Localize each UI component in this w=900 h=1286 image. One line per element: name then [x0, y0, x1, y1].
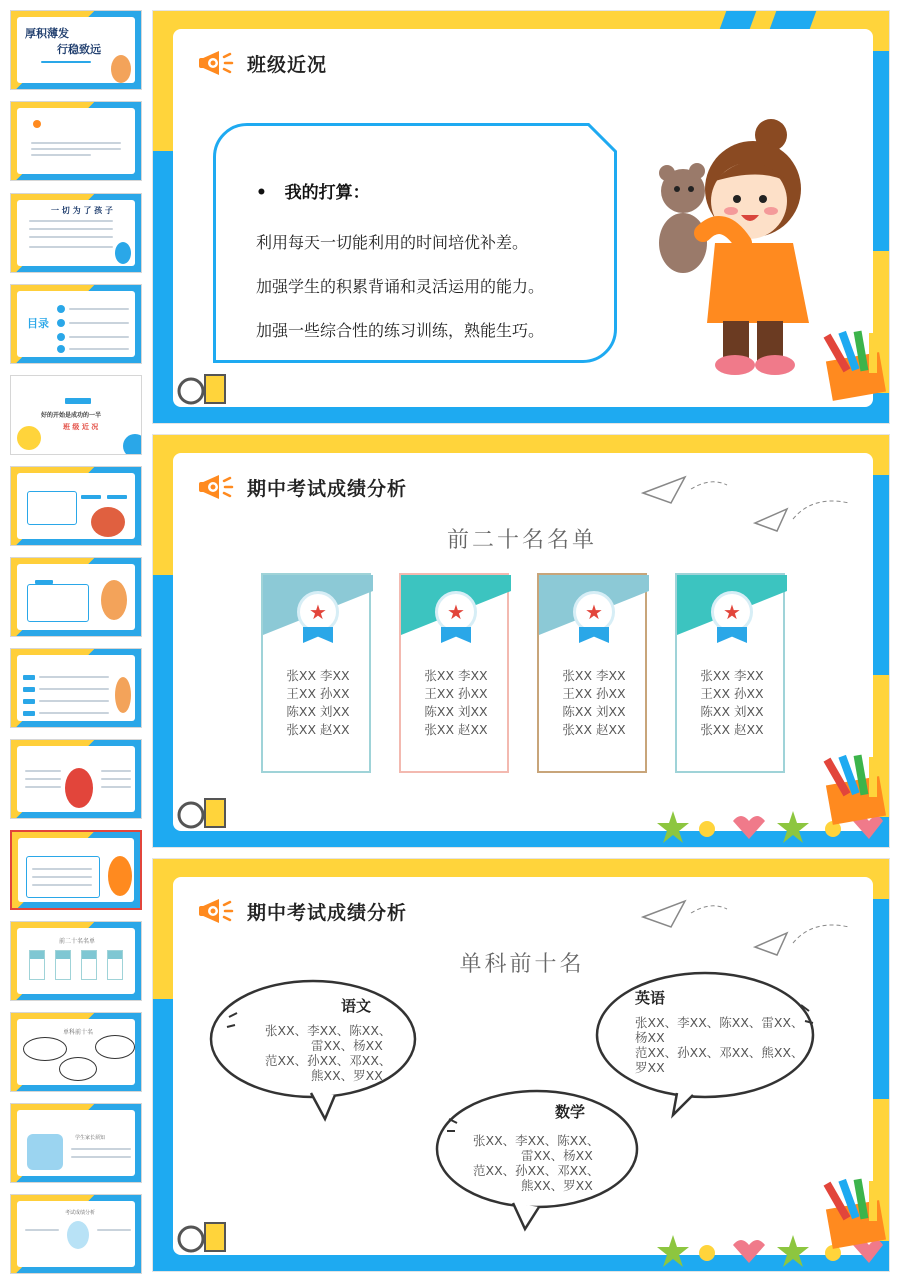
colored-pencils-icon — [823, 1175, 890, 1255]
thumb-title: 一 切 为 了 孩 子 — [51, 205, 113, 215]
subject-line: 熊XX、罗XX — [521, 1178, 593, 1193]
star-medal-icon: ★ — [711, 591, 753, 633]
rank-card — [399, 573, 509, 773]
star-medal-icon: ★ — [573, 591, 615, 633]
rank-card — [537, 573, 647, 773]
paper-plane-icon — [641, 897, 731, 937]
student-name-row: 张XX 李XX — [424, 668, 488, 683]
slide-title: 期中考试成绩分析 — [247, 902, 408, 924]
slide-thumbnail-11[interactable] — [10, 921, 142, 1001]
subject-line: 罗XX — [635, 1060, 665, 1075]
megaphone-icon — [197, 47, 237, 79]
slide-thumbnail-8[interactable] — [10, 648, 142, 728]
student-names — [677, 667, 787, 739]
student-name-row: 王XX 孙XX — [424, 686, 488, 701]
slide-title: 期中考试成绩分析 — [247, 478, 408, 500]
student-name-row: 陈XX 刘XX — [286, 704, 350, 719]
student-name-row: 张XX 赵XX — [562, 722, 626, 737]
plan-line-2: 加强学生的积累背诵和灵活运用的能力。 — [256, 277, 545, 296]
subject-line: 熊XX、罗XX — [311, 1068, 383, 1083]
student-name-row: 张XX 赵XX — [700, 722, 764, 737]
megaphone-icon — [197, 895, 237, 927]
subject-line: 雷XX、杨XX — [521, 1148, 593, 1163]
megaphone-icon — [197, 471, 237, 503]
plan-line-1: 利用每天一切能利用的时间培优补差。 — [256, 233, 529, 252]
slide-thumbnail-13[interactable] — [10, 1103, 142, 1183]
slide-top-twenty[interactable] — [152, 434, 890, 848]
thumb-text: 班 级 近 况 — [63, 422, 99, 431]
subject-line: 张XX、李XX、陈XX、 — [473, 1133, 600, 1148]
slide-header — [197, 47, 327, 79]
thumb-title: 考试成绩分析 — [65, 1210, 96, 1216]
slide-thumbnail-12[interactable] — [10, 1012, 142, 1092]
alarm-clock-icon — [175, 1215, 235, 1255]
thumb-title: 前二十名名单 — [59, 938, 96, 945]
subject-line: 范XX、孙XX、邓XX、 — [473, 1163, 600, 1178]
section-subtitle: 单科前十名 — [459, 952, 585, 977]
colored-pencils-icon — [823, 327, 890, 407]
student-name-row: 王XX 孙XX — [700, 686, 764, 701]
slide-thumbnail-panel — [0, 0, 150, 1286]
slide-header — [197, 471, 407, 503]
slide-thumbnail-3[interactable] — [10, 193, 142, 273]
subject-line: 杨XX — [635, 1030, 665, 1045]
thumb-title: 厚积薄发 — [25, 27, 69, 40]
rank-card — [675, 573, 785, 773]
subject-name: 英语 — [635, 989, 666, 1007]
slide-title: 班级近况 — [247, 54, 328, 76]
ribbon-icon — [579, 627, 609, 643]
student-name-row: 王XX 孙XX — [286, 686, 350, 701]
ribbon-icon — [441, 627, 471, 643]
subject-name: 语文 — [341, 997, 372, 1015]
paper-plane-icon — [641, 473, 731, 513]
slide-thumbnail-10[interactable] — [10, 830, 142, 910]
student-names — [263, 667, 373, 739]
paper-plane-icon — [753, 495, 853, 535]
speech-bubble-math — [429, 1083, 645, 1233]
slide-thumbnail-2[interactable] — [10, 101, 142, 181]
student-name-row: 陈XX 刘XX — [562, 704, 626, 719]
slide-thumbnail-9[interactable] — [10, 739, 142, 819]
student-name-row: 张XX 李XX — [286, 668, 350, 683]
thumb-title: 行稳致远 — [57, 43, 101, 56]
thumb-title: 学生家长须知 — [75, 1135, 106, 1141]
plan-box — [213, 123, 617, 363]
star-medal-icon: ★ — [435, 591, 477, 633]
subject-line: 范XX、孙XX、邓XX、 — [265, 1053, 392, 1068]
slide-thumbnail-6[interactable] — [10, 466, 142, 546]
thumb-title: 单科前十名 — [63, 1029, 94, 1036]
alarm-clock-icon — [175, 791, 235, 831]
slide-thumbnail-5[interactable] — [10, 375, 142, 455]
subject-name: 数学 — [555, 1103, 586, 1121]
student-names — [539, 667, 649, 739]
student-name-row: 张XX 赵XX — [424, 722, 488, 737]
plan-heading: • 我的打算： — [256, 183, 370, 203]
subject-line: 雷XX、杨XX — [311, 1038, 383, 1053]
slide-thumbnail-4[interactable] — [10, 284, 142, 364]
student-name-row: 陈XX 刘XX — [424, 704, 488, 719]
thumb-text: 好的开始是成功的一半 — [41, 412, 102, 419]
subject-line: 张XX、李XX、陈XX、雷XX、 — [635, 1015, 804, 1030]
section-subtitle: 前二十名名单 — [446, 528, 597, 553]
plan-line-3: 加强一些综合性的练习训练，熟能生巧。 — [256, 321, 545, 340]
alarm-clock-icon — [175, 367, 235, 407]
rank-card — [261, 573, 371, 773]
slide-thumbnail-14[interactable] — [10, 1194, 142, 1274]
colored-pencils-icon — [823, 751, 890, 831]
student-name-row: 王XX 孙XX — [562, 686, 626, 701]
ribbon-icon — [717, 627, 747, 643]
slide-header — [197, 895, 407, 927]
slide-thumbnail-7[interactable] — [10, 557, 142, 637]
girl-with-teddy-illustration — [653, 103, 813, 383]
student-name-row: 张XX 赵XX — [286, 722, 350, 737]
student-names — [401, 667, 511, 739]
subject-line: 范XX、孙XX、邓XX、熊XX、 — [635, 1045, 804, 1060]
student-name-row: 张XX 李XX — [562, 668, 626, 683]
paper-plane-icon — [753, 919, 853, 959]
slide-thumbnail-1[interactable] — [10, 10, 142, 90]
ribbon-icon — [303, 627, 333, 643]
speech-bubble-chinese — [207, 973, 423, 1123]
thumb-title: 目录 — [27, 317, 49, 330]
slide-class-status[interactable] — [152, 10, 890, 424]
star-medal-icon: ★ — [297, 591, 339, 633]
student-name-row: 张XX 李XX — [700, 668, 764, 683]
slide-subject-top-ten[interactable] — [152, 858, 890, 1272]
student-name-row: 陈XX 刘XX — [700, 704, 764, 719]
subject-line: 张XX、李XX、陈XX、 — [265, 1023, 392, 1038]
